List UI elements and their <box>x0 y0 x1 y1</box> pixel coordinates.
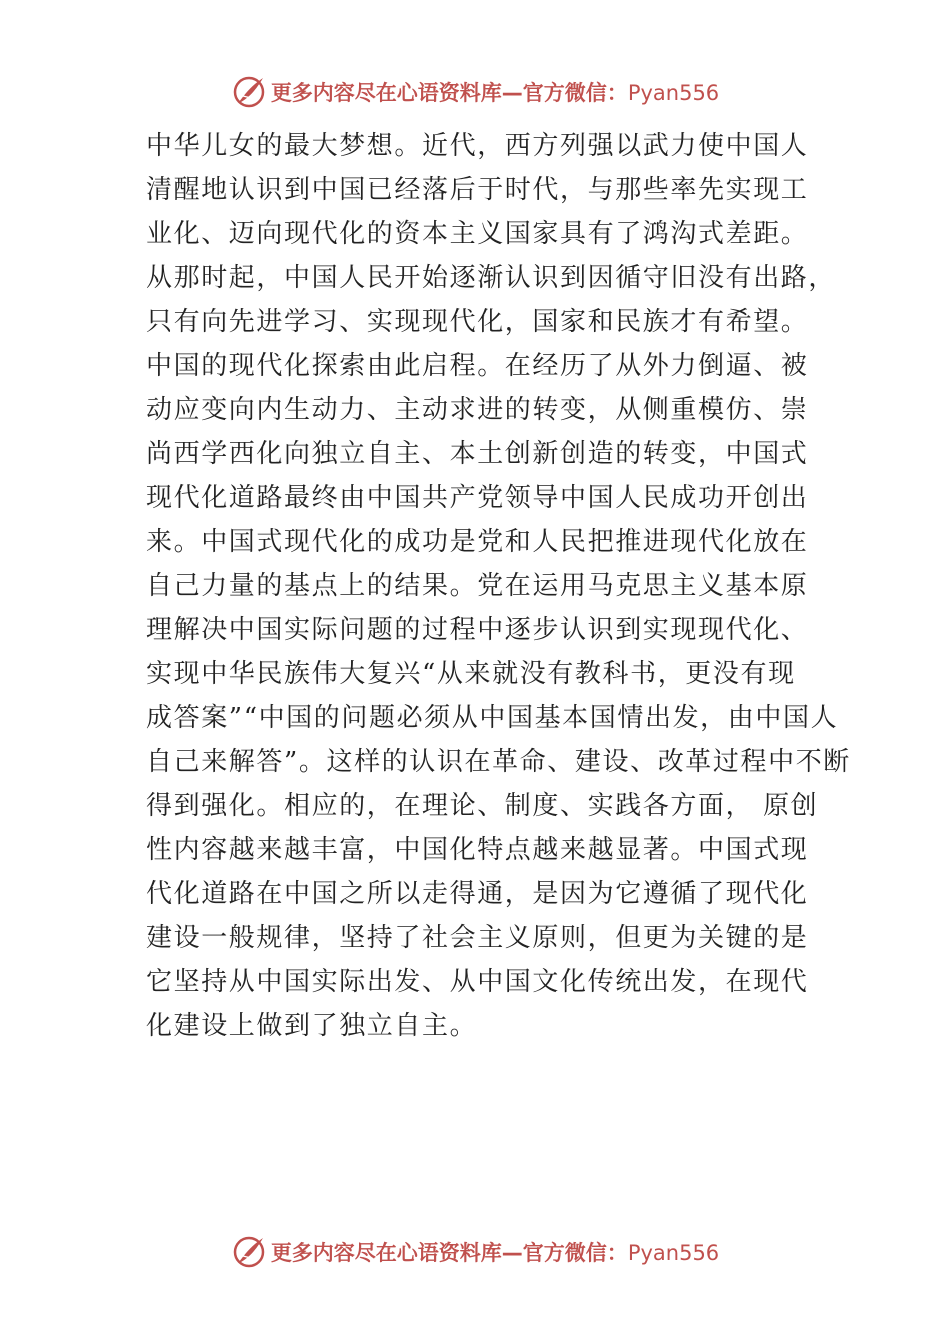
body-line: 实现中华民族伟大复兴“从来就没有教科书，更没有现 <box>146 659 796 689</box>
body-line: 它坚持从中国实际出发、从中国文化传统出发，在现代 <box>146 967 809 997</box>
body-line: 理解决中国实际问题的过程中逐步认识到实现现代化、 <box>146 615 809 645</box>
body-line: 现代化道路最终由中国共产党领导中国人民成功开创出 <box>146 483 809 513</box>
body-line: 自己力量的基点上的结果。党在运用马克思主义基本原 <box>146 571 809 601</box>
banner-promo-text: 更多内容尽在心语资料库—官方微信： <box>270 81 628 105</box>
document-body <box>146 124 851 1048</box>
body-line: 建设一般规律，坚持了社会主义原则，但更为关键的是 <box>146 923 809 953</box>
banner-wechat-id: Pyan556 <box>627 81 720 105</box>
banner-promo-text: 更多内容尽在心语资料库—官方微信： <box>270 1241 628 1265</box>
quill-circle-logo-icon <box>231 74 267 110</box>
body-line: 尚西学西化向独立自主、本土创新创造的转变，中国式 <box>146 439 809 469</box>
body-line: 成答案”“中国的问题必须从中国基本国情出发，由中国人 <box>146 703 839 733</box>
body-line: 从那时起，中国人民开始逐渐认识到因循守旧没有出路， <box>146 263 837 293</box>
body-line: 中国的现代化探索由此启程。在经历了从外力倒逼、被 <box>146 351 809 381</box>
quill-circle-logo-icon <box>231 1234 267 1270</box>
footer-banner <box>0 1230 950 1274</box>
body-line: 性内容越来越丰富，中国化特点越来越显著。中国式现 <box>146 835 809 865</box>
body-line: 来。中国式现代化的成功是党和人民把推进现代化放在 <box>146 527 809 557</box>
body-line: 清醒地认识到中国已经落后于时代，与那些率先实现工 <box>146 175 809 205</box>
body-line: 化建设上做到了独立自主。 <box>146 1011 478 1041</box>
banner-wechat-id: Pyan556 <box>627 1241 720 1265</box>
header-banner-text <box>271 77 719 107</box>
body-line: 业化、迈向现代化的资本主义国家具有了鸿沟式差距。 <box>146 219 809 249</box>
body-line: 中华儿女的最大梦想。近代，西方列强以武力使中国人 <box>146 131 809 161</box>
footer-banner-text <box>271 1237 719 1267</box>
body-line: 只有向先进学习、实现现代化，国家和民族才有希望。 <box>146 307 809 337</box>
body-line: 动应变向内生动力、主动求进的转变，从侧重模仿、崇 <box>146 395 809 425</box>
body-line: 代化道路在中国之所以走得通，是因为它遵循了现代化 <box>146 879 809 909</box>
header-banner <box>0 70 950 114</box>
body-line: 自己来解答”。这样的认识在革命、建设、改革过程中不断 <box>146 747 851 777</box>
body-line: 得到强化。相应的，在理论、制度、实践各方面， 原创 <box>146 791 819 821</box>
